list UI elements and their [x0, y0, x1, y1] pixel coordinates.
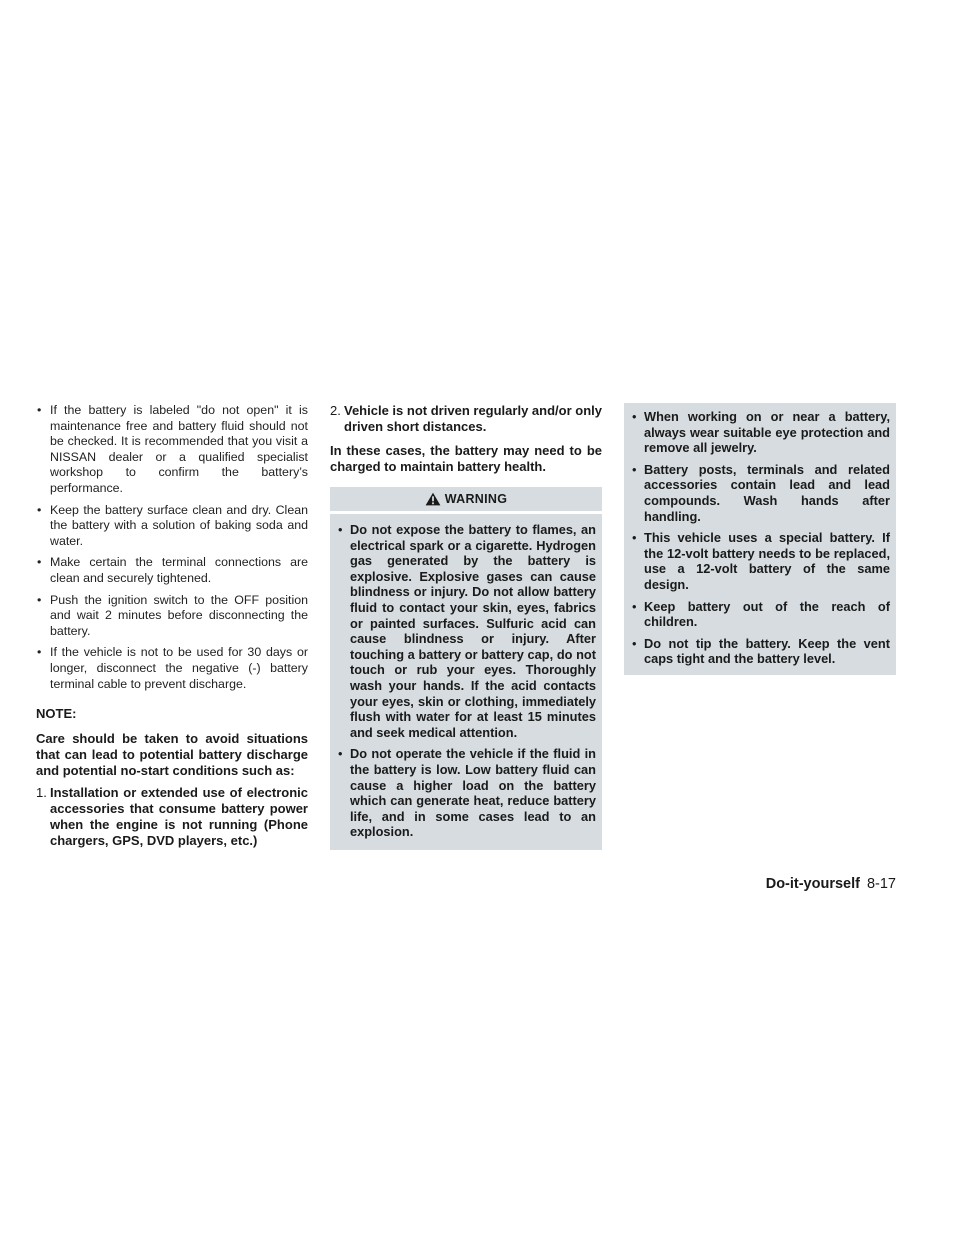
list-item	[330, 403, 602, 435]
warning-item: • When working on or near a battery, always wear suitable eye protection and remove all jewelry.	[630, 409, 890, 456]
warning-header	[330, 487, 602, 514]
warning-item: • This vehicle uses a special battery. If the 12-volt battery needs to be replaced, use a 12-volt battery of the same design.	[630, 530, 890, 592]
warning-triangle-icon	[425, 492, 441, 506]
warning-box	[330, 487, 602, 850]
warning-item: • Do not tip the battery. Keep the vent caps tight and the battery level.	[630, 636, 890, 667]
maintenance-bullet-list	[36, 403, 308, 692]
column-left	[36, 403, 308, 849]
warning-list	[630, 409, 890, 667]
warning-item: • Battery posts, terminals and related accessories contain lead and lead compounds. Wash hands after handling.	[630, 462, 890, 524]
warning-item: • Do not operate the vehicle if the fluid in the battery is low. Low battery fluid can cause a higher load on the battery which can generate heat, reduce battery life, and in some cases lead to an explosion.	[336, 746, 596, 840]
note-intro: Care should be taken to avoid situations that can lead to potential battery discharge and potential no-start conditions such as:	[36, 731, 308, 779]
numbered-list-continued	[330, 403, 602, 435]
list-item: • Keep the battery surface clean and dry. Clean the battery with a solution of baking soda and water.	[36, 503, 308, 550]
column-right	[624, 403, 896, 675]
warning-body	[330, 514, 602, 850]
page-number: 8-17	[866, 876, 896, 892]
warning-label: WARNING	[444, 492, 508, 506]
warning-box-continued	[624, 403, 896, 675]
warning-item: • Keep battery out of the reach of children.	[630, 599, 890, 630]
warning-item: • Do not expose the battery to flames, an electrical spark or a cigarette. Hydrogen gas generated by the battery is explosive. Explosive gases can cause blindness or injury. Do not allow battery fluid to contact your skin, eyes, fabrics or painted surfaces. Sulfuric acid can cause blindness or injury. After touching a battery or battery cap, do not touch or rub your eyes. Thoroughly wash your hands. If the acid contacts your eyes, skin or clothing, immediately flush with water for at least 15 minutes and seek medical attention.	[336, 522, 596, 740]
column-middle	[330, 403, 602, 850]
item-text: Vehicle is not driven regularly and/or only driven short distances.	[344, 403, 602, 434]
item-number: 2.	[330, 403, 341, 418]
charge-paragraph: In these cases, the battery may need to be charged to maintain battery health.	[330, 443, 602, 474]
list-item	[36, 785, 308, 849]
list-item: • Make certain the terminal connections are clean and securely tightened.	[36, 555, 308, 586]
item-text: Installation or extended use of electronic accessories that consume battery power when the engine is not running (Phone chargers, GPS, DVD players, etc.)	[50, 785, 308, 849]
list-item: • If the battery is labeled "do not open" it is maintenance free and battery fluid should not be checked. It is recommended that you visit a NISSAN dealer or a qualified specialist workshop to confirm the battery’s performance.	[36, 403, 308, 497]
section-title: Do-it-yourself	[765, 876, 860, 892]
page-footer	[740, 876, 896, 892]
warning-list	[336, 522, 596, 840]
note-heading: NOTE:	[36, 706, 77, 722]
item-number: 1.	[36, 785, 47, 801]
list-item: • Push the ignition switch to the OFF position and wait 2 minutes before disconnecting the battery.	[36, 593, 308, 640]
list-item: • If the vehicle is not to be used for 30 days or longer, disconnect the negative (-) battery terminal cable to prevent discharge.	[36, 645, 308, 692]
numbered-list	[36, 785, 308, 849]
